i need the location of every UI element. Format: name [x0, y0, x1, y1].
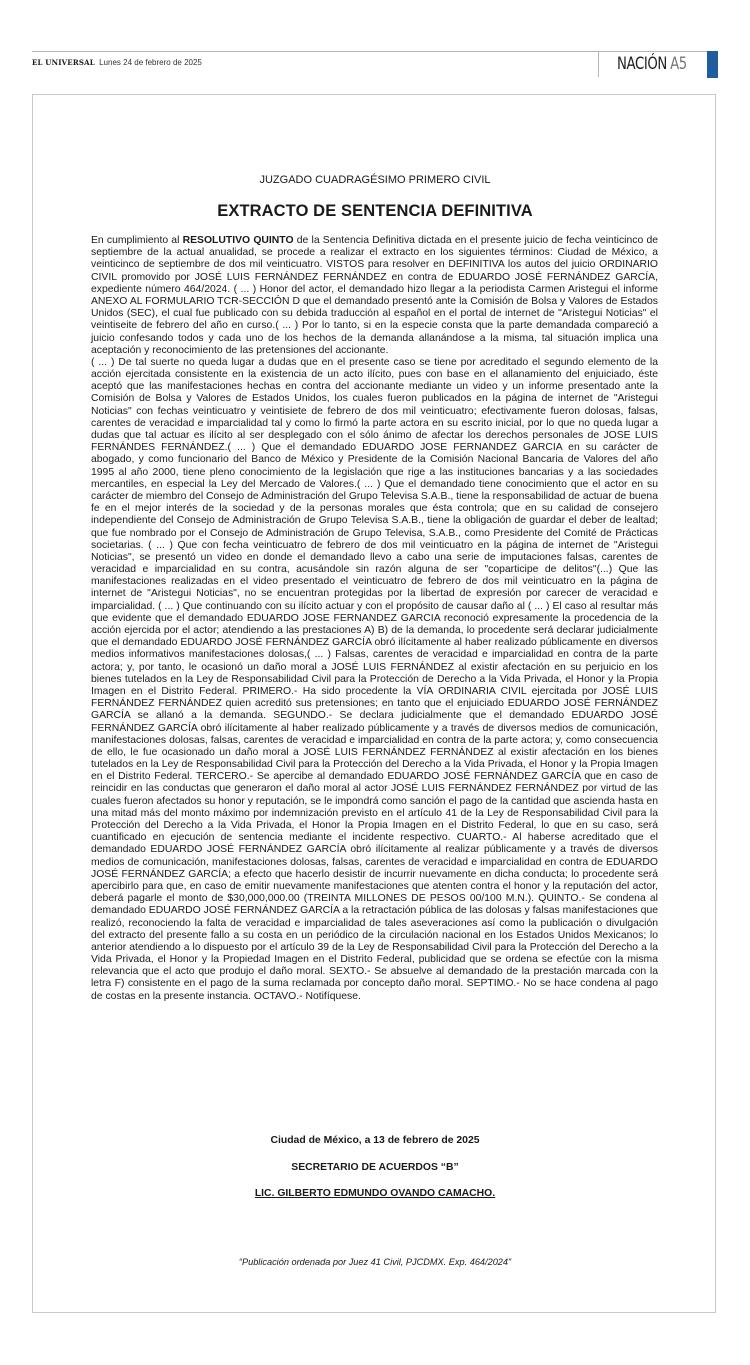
place-date: Ciudad de México, a 13 de febrero de 2025 [270, 1135, 480, 1146]
intro-bold-text: RESOLUTIVO QUINTO [182, 235, 294, 246]
signatory-name: LIC. GILBERTO EDMUNDO OVANDO CAMACHO. [254, 1188, 496, 1199]
notice-title: EXTRACTO DE SENTENCIA DEFINITIVA [217, 202, 533, 220]
page-number: A5 [670, 54, 687, 74]
page-header [0, 0, 750, 80]
intro-text: En cumplimiento al [91, 235, 183, 246]
newspaper-name: EL UNIVERSAL [32, 58, 95, 67]
signatory-role: SECRETARIO DE ACUERDOS “B” [291, 1162, 459, 1173]
intro-text-continued: de la Sentencia Definitiva dictada en el presente juicio de fecha veinticinco de septiembre de la actual anualidad, se procede a realizar el extracto en los siguientes términos: Ciudad de México, a veinticinco de septiembre de dos mil veinticuatro. VISTOS para resolver en DEFINITIVA los autos del juicio ORDINARIO CIVIL promovido por JOSÉ LUIS FERNÁNDEZ FERNÁNDEZ en contra de EDUARDO JOSÉ FERNÁNDEZ GARCÍA, expediente número 464/2024. ( ... ) Honor del actor, el demandado hizo llegar a la periodista Carmen Aristegui el informe ANEXO AL FORMULARIO TCR-SECCIÓN D que el demandado presentó ante la Comisión de Bolsa y Valores de Estados Unidos (SEC), el cual fue publicado con su debida traducción al español en el portal de internet de "Aristegui Noticias" el veintiseite de febrero del año en curso.( ... ) Por lo tanto, si en la especie consta que la parte demandada compareció a juicio confesando todos y cada uno de los hechos de la demanda allanándose a la misma, tal situación implica una aceptación y reconocimiento de las pretensiones del accionante. [91, 235, 659, 356]
section-color-bar [707, 51, 718, 78]
notice-body [91, 235, 658, 1003]
section-name: NACIÓN [617, 54, 667, 74]
newspaper-brand [32, 58, 202, 68]
publication-note: “Publicación ordenada por Juez 41 Civil, PJCDMX. Exp. 464/2024” [238, 1257, 512, 1267]
main-paragraph: ( ... ) De tal suerte no queda lugar a dudas que en el presente caso se tiene por acreditado el segundo elemento de la acción ejercitada consistente en la existencia de un acto ilícito, pues con base en el allanamiento del enjuiciado, éste aceptó que las manifestaciones hechas en contra del accionante mediante un video y un informe presentado ante la Comisión de Bolsa y Valores de Estados Unidos, los cuales fueron publicados en la página de internet de "Aristegui Noticias" con fechas veinticuatro y veintisiete de febrero de dos mil veinticuatro; efectivamente fueron dolosas, falsas, carentes de veracidad e imparcialidad tal y como lo firmó la parte actora en su escrito inicial, por lo que no queda lugar a dudas que tal actuar es ilícito al ser desplegado con el sólo ánimo de afectar los derechos personales de JOSE LUIS FERNÁNDES FERNÁNDEZ.( ... ) Que el demandado EDUARDO JOSE FERNANDEZ GARCIA en su carácter de abogado, y como funcionario del Banco de México y Presidente de la Comisión Nacional Bancaria de Valores del año 1995 al año 2000, tiene pleno conocimiento de la legislación que rige a las instituciones bancarias y a las sociedades mercantiles, en especial la Ley del Mercado de Valores.( ... ) Que el demandado tiene conocimiento que el actor en su carácter de miembro del Consejo de Administración del Grupo Televisa S.A.B., tiene la responsabilidad de actuar de buena fe en el mejor interés de la sociedad y de la personas morales que ésta controla; que en su calidad de consejero independiente del Consejo de Administración de Grupo Televisa S.A.B., tiene la obligación de guardar el deber de lealtad; que fue nombrado por el Consejo de Administración de Grupo Televisa, S.A.B., como Presidente del Comité de Prácticas societarias. ( ... ) Que con fecha veinticuatro de febrero de dos mil veinticuatro en la página de internet de "Aristegui Noticias", se presentó un video en donde el demandado llevo a cabo una serie de imputaciones falsas, carentes de veracidad e imparcialidad en su contra, acusándole sin razón alguna de ser "coparticipe de delitos"(...) Que las manifestaciones realizadas en el video presentado el veinticuatro de febrero de dos mil veinticuatro en la página de internet de "Aristegui Noticias", no se encuentran protegidas por la libertad de expresión por carecer de veracidad e imparcialidad. ( ... ) Que continuando con su ilícito actuar y con el propósito de causar daño al ( ... ) El caso al resultar más que evidente que el demandado EDUARDO JOSE FERNANDEZ GARCIA reconoció expresamente la procedencia de la acción ejercida por el actor; atendiendo a las prestaciones A) B) de la demanda, lo procedente será declarar judicialmente que el demandado EDUARDO JOSÉ FERNÁNDEZ GARCÍA obró ilícitamente al haber realizado públicamente en diversos medios informativos manifestaciones dolosas,( ... ) Falsas, carentes de veracidad e imparcialidad en contra de la parte actora; y, por tanto, le ocasionó un daño moral a JOSÉ LUIS FERNÁNDEZ al existir afectación en su perjuicio en los bienes tutelados en la Ley de Responsabilidad Civil para la Protección de Derecho a la Vida Privada, el Honor y la Propia Imagen en el Distrito Federal. PRIMERO.- Ha sido procedente la VÍA ORDINARIA CIVIL ejercitada por JOSÉ LUIS FERNÁNDEZ FERNÁNDEZ quien acreditó sus pretensiones; en tanto que el enjuiciado EDUARDO JOSÉ FERNÁNDEZ GARCÍA se allanó a la demanda. SEGUNDO.- Se declara judicialmente que el demandado EDUARDO JOSÉ FERNÁNDEZ GARCÍA obró ilícitamente al haber realizado públicamente y a través de diversos medios de comunicación, manifestaciones dolosas, falsas, carentes de veracidad e imparcialidad en contra de la parte actora; y, como consecuencia de ello, le fue ocasionado un daño moral a JOSÉ LUIS FERNÁNDEZ FERNÁNDEZ al existir afectación en los bienes tutelados en la Ley de Responsabilidad Civil para la Protección del Derecho a la Vida Privada, el Honor y la Propia Imagen en el Distrito Federal. TERCERO.- Se apercibe al demandado EDUARDO JOSÉ FERNÁNDEZ GARCÍA que en caso de reincidir en las conductas que generaron el daño moral al actor JOSÉ LUIS FERNÁNDEZ FERNÁNDEZ por virtud de las cuales fueron afectados su honor y reputación, se le impondrá como sanción el pago de la cantidad que ascienda hasta en una mitad más del monto máximo por indemnización previsto en el artículo 41 de la Ley de Responsabilidad Civil para la Protección del Derecho a la Vida Privada, el Honor la Propia Imagen en el Distrito Federal, lo que en su caso, será cuantificado en ejecución de sentencia mediante el incidente respectivo. CUARTO.- Al haberse acreditado que el demandado EDUARDO JOSÉ FERNÁNDEZ GARCÍA obró ilícitamente al realizar públicamente y a través de diversos medios de comunicación, manifestaciones dolosas, falsas, carentes de veracidad e imparcialidad en contra de EDUARDO JOSÉ FERNÁNDEZ GARCÍA; a efecto que hacerlo desistir de incurrir nuevamente en dicha conducta; lo procedente será apercibirlo para que, en caso de emitir nuevamente manifestaciones que atenten contra el honor y la reputación del actor, deberá pagarle el monto de $30,000,000.00 (TREINTA MILLONES DE PESOS 00/100 M.N.). QUINTO.- Se condena al demandado EDUARDO JOSÉ FERNÁNDEZ GARCÍA a la retractación pública de las dolosas y falsas manifestaciones que realizó, reconociendo la falta de veracidad e imparcialidad de tales aseveraciones así como la publicación o divulgación del extracto del presente fallo a su costa en un periódico de la circulación nacional en los Estados Unidos Mexicanos; lo anterior atendiendo a lo dispuesto por el artículo 39 de la Ley de Responsabilidad Civil para la Protección del Derecho a la Vida Privada, el Honor y la Propiedad Imagen en el Distrito Federal, publicidad que se ordena se efectúe con la misma relevancia que el acto que produjo el daño moral. SEXTO.- Se absuelve al demandado de la prestación marcada con la letra F) consistente en el pago de la suma reclamada por concepto daño moral. SEPTIMO.- No se hace condena al pago de costas en la presente instancia. OCTAVO.- Notifíquese. [91, 356, 658, 1002]
section-label [598, 51, 719, 77]
intro-paragraph [91, 235, 658, 357]
section-title [617, 54, 687, 74]
court-name: JUZGADO CUADRAGÉSIMO PRIMERO CIVIL [259, 174, 491, 186]
issue-date: Lunes 24 de febrero de 2025 [99, 58, 202, 67]
